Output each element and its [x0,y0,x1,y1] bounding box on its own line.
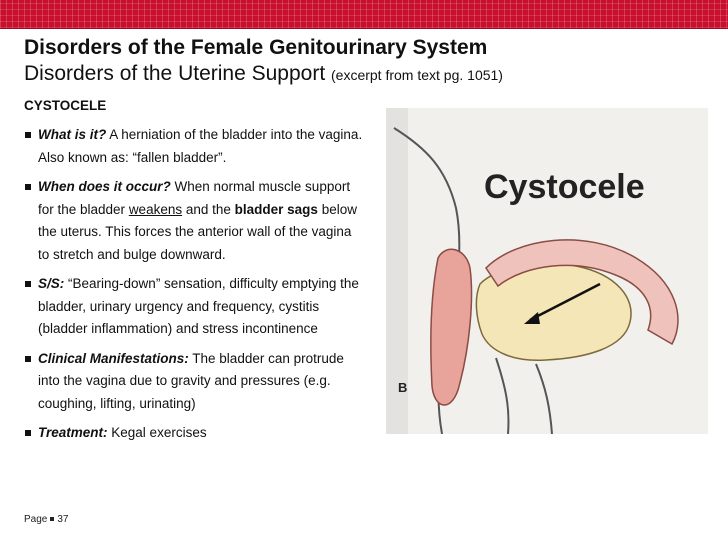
bullet-square-icon [25,281,31,287]
slide-title: Disorders of the Female Genitourinary System [24,36,488,59]
page-label: Page [24,514,48,525]
bullet-text: below the uterus. This forces the anterior wall of the vagina to stretch and bulge downward. [38,201,357,262]
bullet-label: What is it? [38,127,107,142]
bullet-text: When normal muscle support for the bladder [38,179,351,217]
subtitle-text: Disorders of the Uterine Support [24,62,326,85]
bullet-when-does-it-occur [24,176,364,266]
bullet-what-is-it [24,124,364,169]
footer-bullet-icon [50,517,54,521]
bullet-text: Kegal exercises [107,425,207,440]
top-banner [0,0,728,29]
bold-term: bladder sags [234,201,318,217]
bullet-label: Treatment: [38,425,108,440]
slide-subtitle [24,62,503,86]
bullet-square-icon [25,132,31,138]
bullet-label: S/S: [38,276,65,291]
subtitle-note: (excerpt from text pg. 1051) [331,67,503,83]
figure-title: Cystocele [484,168,645,206]
bullet-treatment [24,422,364,445]
bullet-square-icon [25,430,31,436]
bullet-clinical-manifestations [24,348,364,416]
bullet-square-icon [25,184,31,190]
bullet-text: and the [182,201,235,217]
bullet-signs-symptoms [24,273,364,341]
bullet-text: A herniation of the bladder into the vagina. Also known as: “fallen bladder”. [38,127,363,165]
bullet-label: Clinical Manifestations: [38,350,189,366]
cystocele-illustration [386,108,708,434]
bullet-text: The bladder can protrude into the vagina due to gravity and pressures (e.g. coughing, lifting, urinating) [38,350,344,411]
figure-panel-letter: B [398,380,408,395]
bullet-square-icon [25,356,31,362]
underlined-term: weakens [128,201,183,217]
bullet-label: When does it occur? [38,179,171,194]
page-footer [24,514,68,525]
bullet-text: “Bearing-down” sensation, difficulty emptying the bladder, urinary urgency and frequency, cystitis (bladder inflammation) and stress incontinence [38,276,359,336]
section-heading: CYSTOCELE [24,98,107,113]
page-number: 37 [57,514,69,525]
bullet-list [24,124,364,452]
